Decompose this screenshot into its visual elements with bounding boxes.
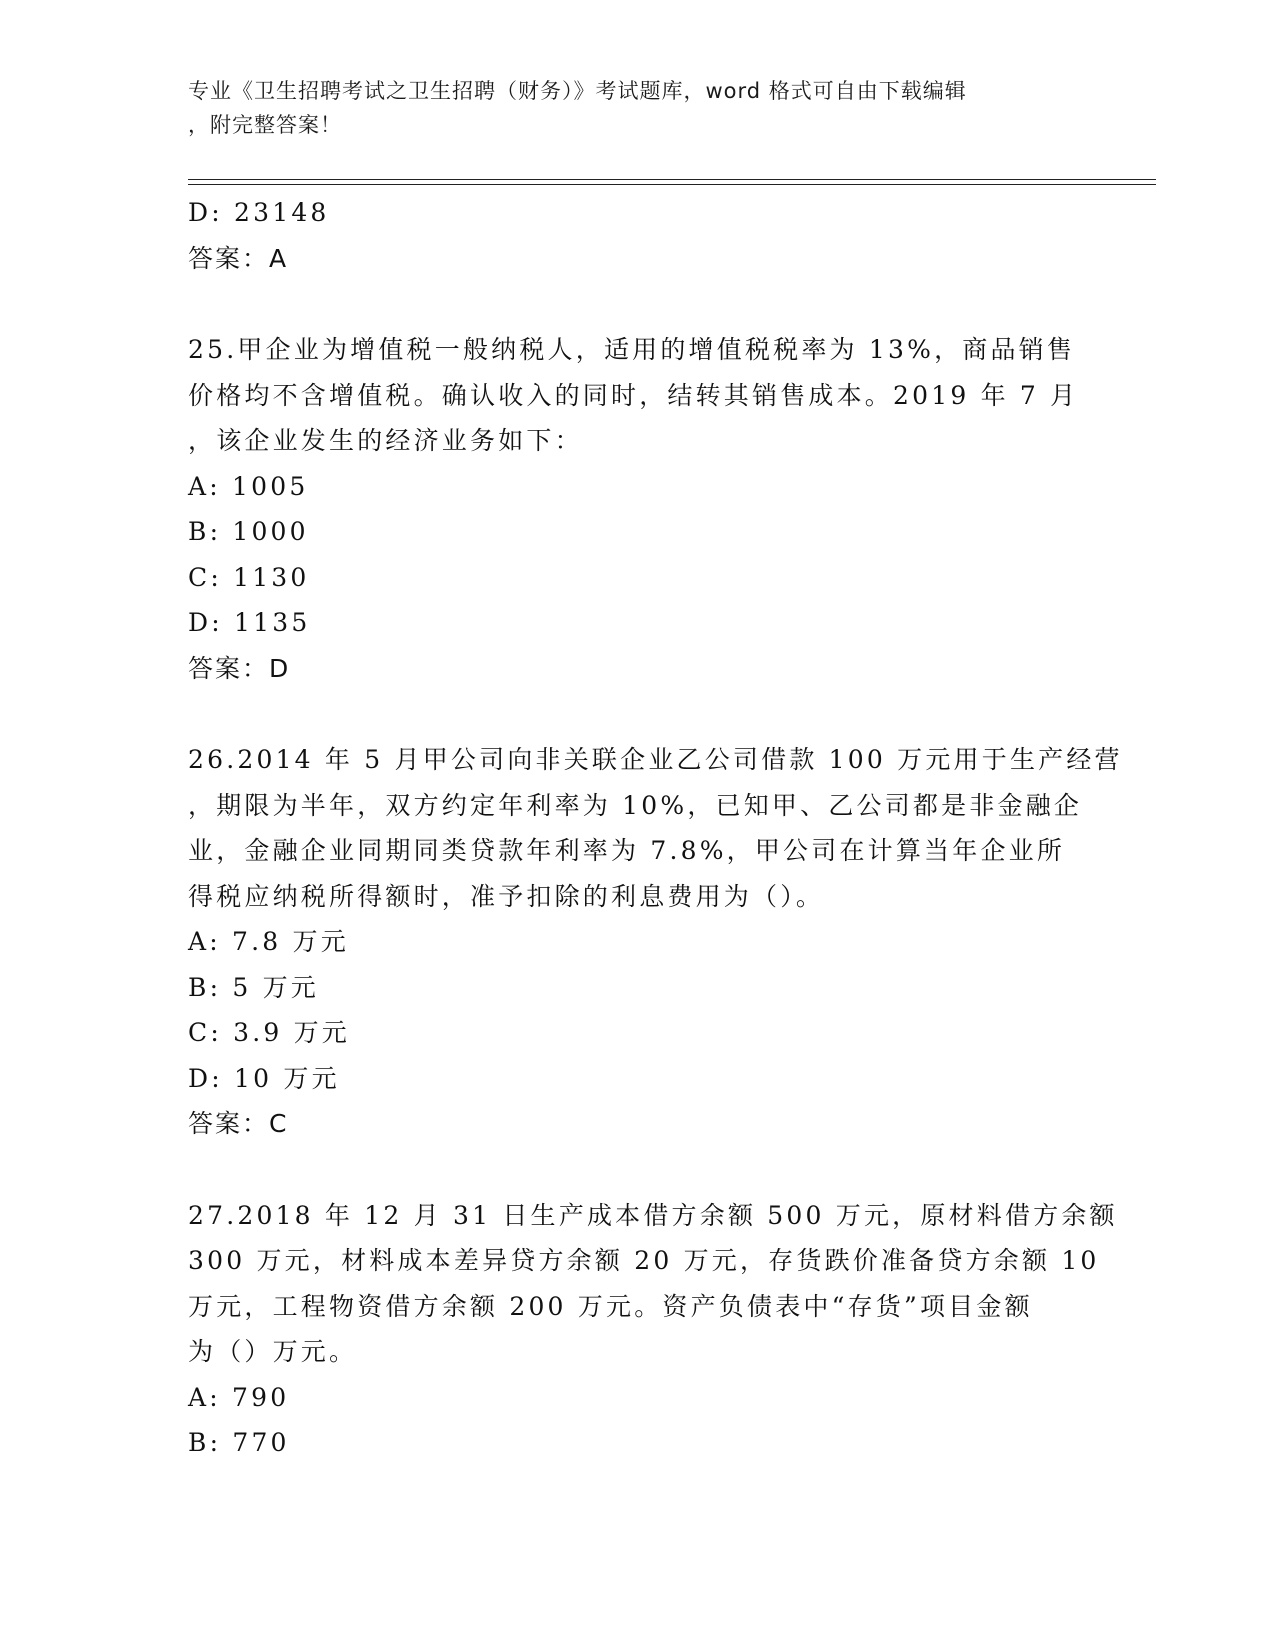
previous-question-tail — [188, 190, 1088, 281]
option-c: C: 1130 — [188, 562, 310, 592]
option-b: B: 770 — [188, 1428, 290, 1457]
document-header — [188, 74, 1088, 142]
question-content — [188, 190, 1123, 1466]
header-divider-bottom — [188, 184, 1156, 185]
header-divider-top — [188, 179, 1156, 180]
question-stem-line: 27.2018 年 12 月 31 日生产成本借方余额 500 万元，原材料借方余额 — [188, 1200, 1118, 1230]
option-a: A: 790 — [188, 1382, 290, 1412]
question-25 — [188, 327, 1088, 691]
question-stem-line: 价格均不含增值税。确认收入的同时，结转其销售成本。2019 年 7 月 — [188, 380, 1079, 410]
question-27 — [188, 1193, 1118, 1466]
question-stem-line: 26.2014 年 5 月甲公司向非关联企业乙公司借款 100 万元用于生产经营 — [188, 745, 1123, 774]
answer-label: 答案：A — [188, 243, 289, 273]
answer-label: 答案：C — [188, 1109, 289, 1138]
question-stem-line: 万元，工程物资借方余额 200 万元。资产负债表中“存货”项目金额 — [188, 1291, 1033, 1321]
question-stem-line: 业，金融企业同期同类贷款年利率为 7.8%，甲公司在计算当年企业所 — [188, 836, 1066, 865]
header-line-2: ，附完整答案！ — [188, 113, 342, 137]
option-c: C: 3.9 万元 — [188, 1018, 351, 1047]
question-stem-line: ，期限为半年，双方约定年利率为 10%，已知甲、乙公司都是非金融企 — [188, 790, 1083, 820]
option-d: D: 1135 — [188, 608, 311, 637]
option-d: D: 10 万元 — [188, 1063, 340, 1093]
option-a: A: 7.8 万元 — [188, 927, 349, 956]
option-a: A: 1005 — [188, 471, 309, 501]
question-stem-line: ，该企业发生的经济业务如下： — [188, 426, 583, 455]
question-26 — [188, 737, 1123, 1147]
question-stem-line: 为（）万元。 — [188, 1337, 358, 1366]
header-line-1: 专业《卫生招聘考试之卫生招聘（财务）》考试题库，word 格式可自由下载编辑 — [188, 79, 967, 103]
question-stem-line: 得税应纳税所得额时，准予扣除的利息费用为（）。 — [188, 881, 825, 911]
answer-label: 答案：D — [188, 653, 291, 683]
question-stem-line: 300 万元，材料成本差异贷方余额 20 万元，存货跌价准备贷方余额 10 — [188, 1246, 1100, 1275]
option-b: B: 5 万元 — [188, 972, 319, 1002]
question-stem-line: 25.甲企业为增值税一般纳税人，适用的增值税税率为 13%，商品销售 — [188, 335, 1076, 364]
option-b: B: 1000 — [188, 517, 309, 546]
option-d: D: 23148 — [188, 198, 330, 227]
